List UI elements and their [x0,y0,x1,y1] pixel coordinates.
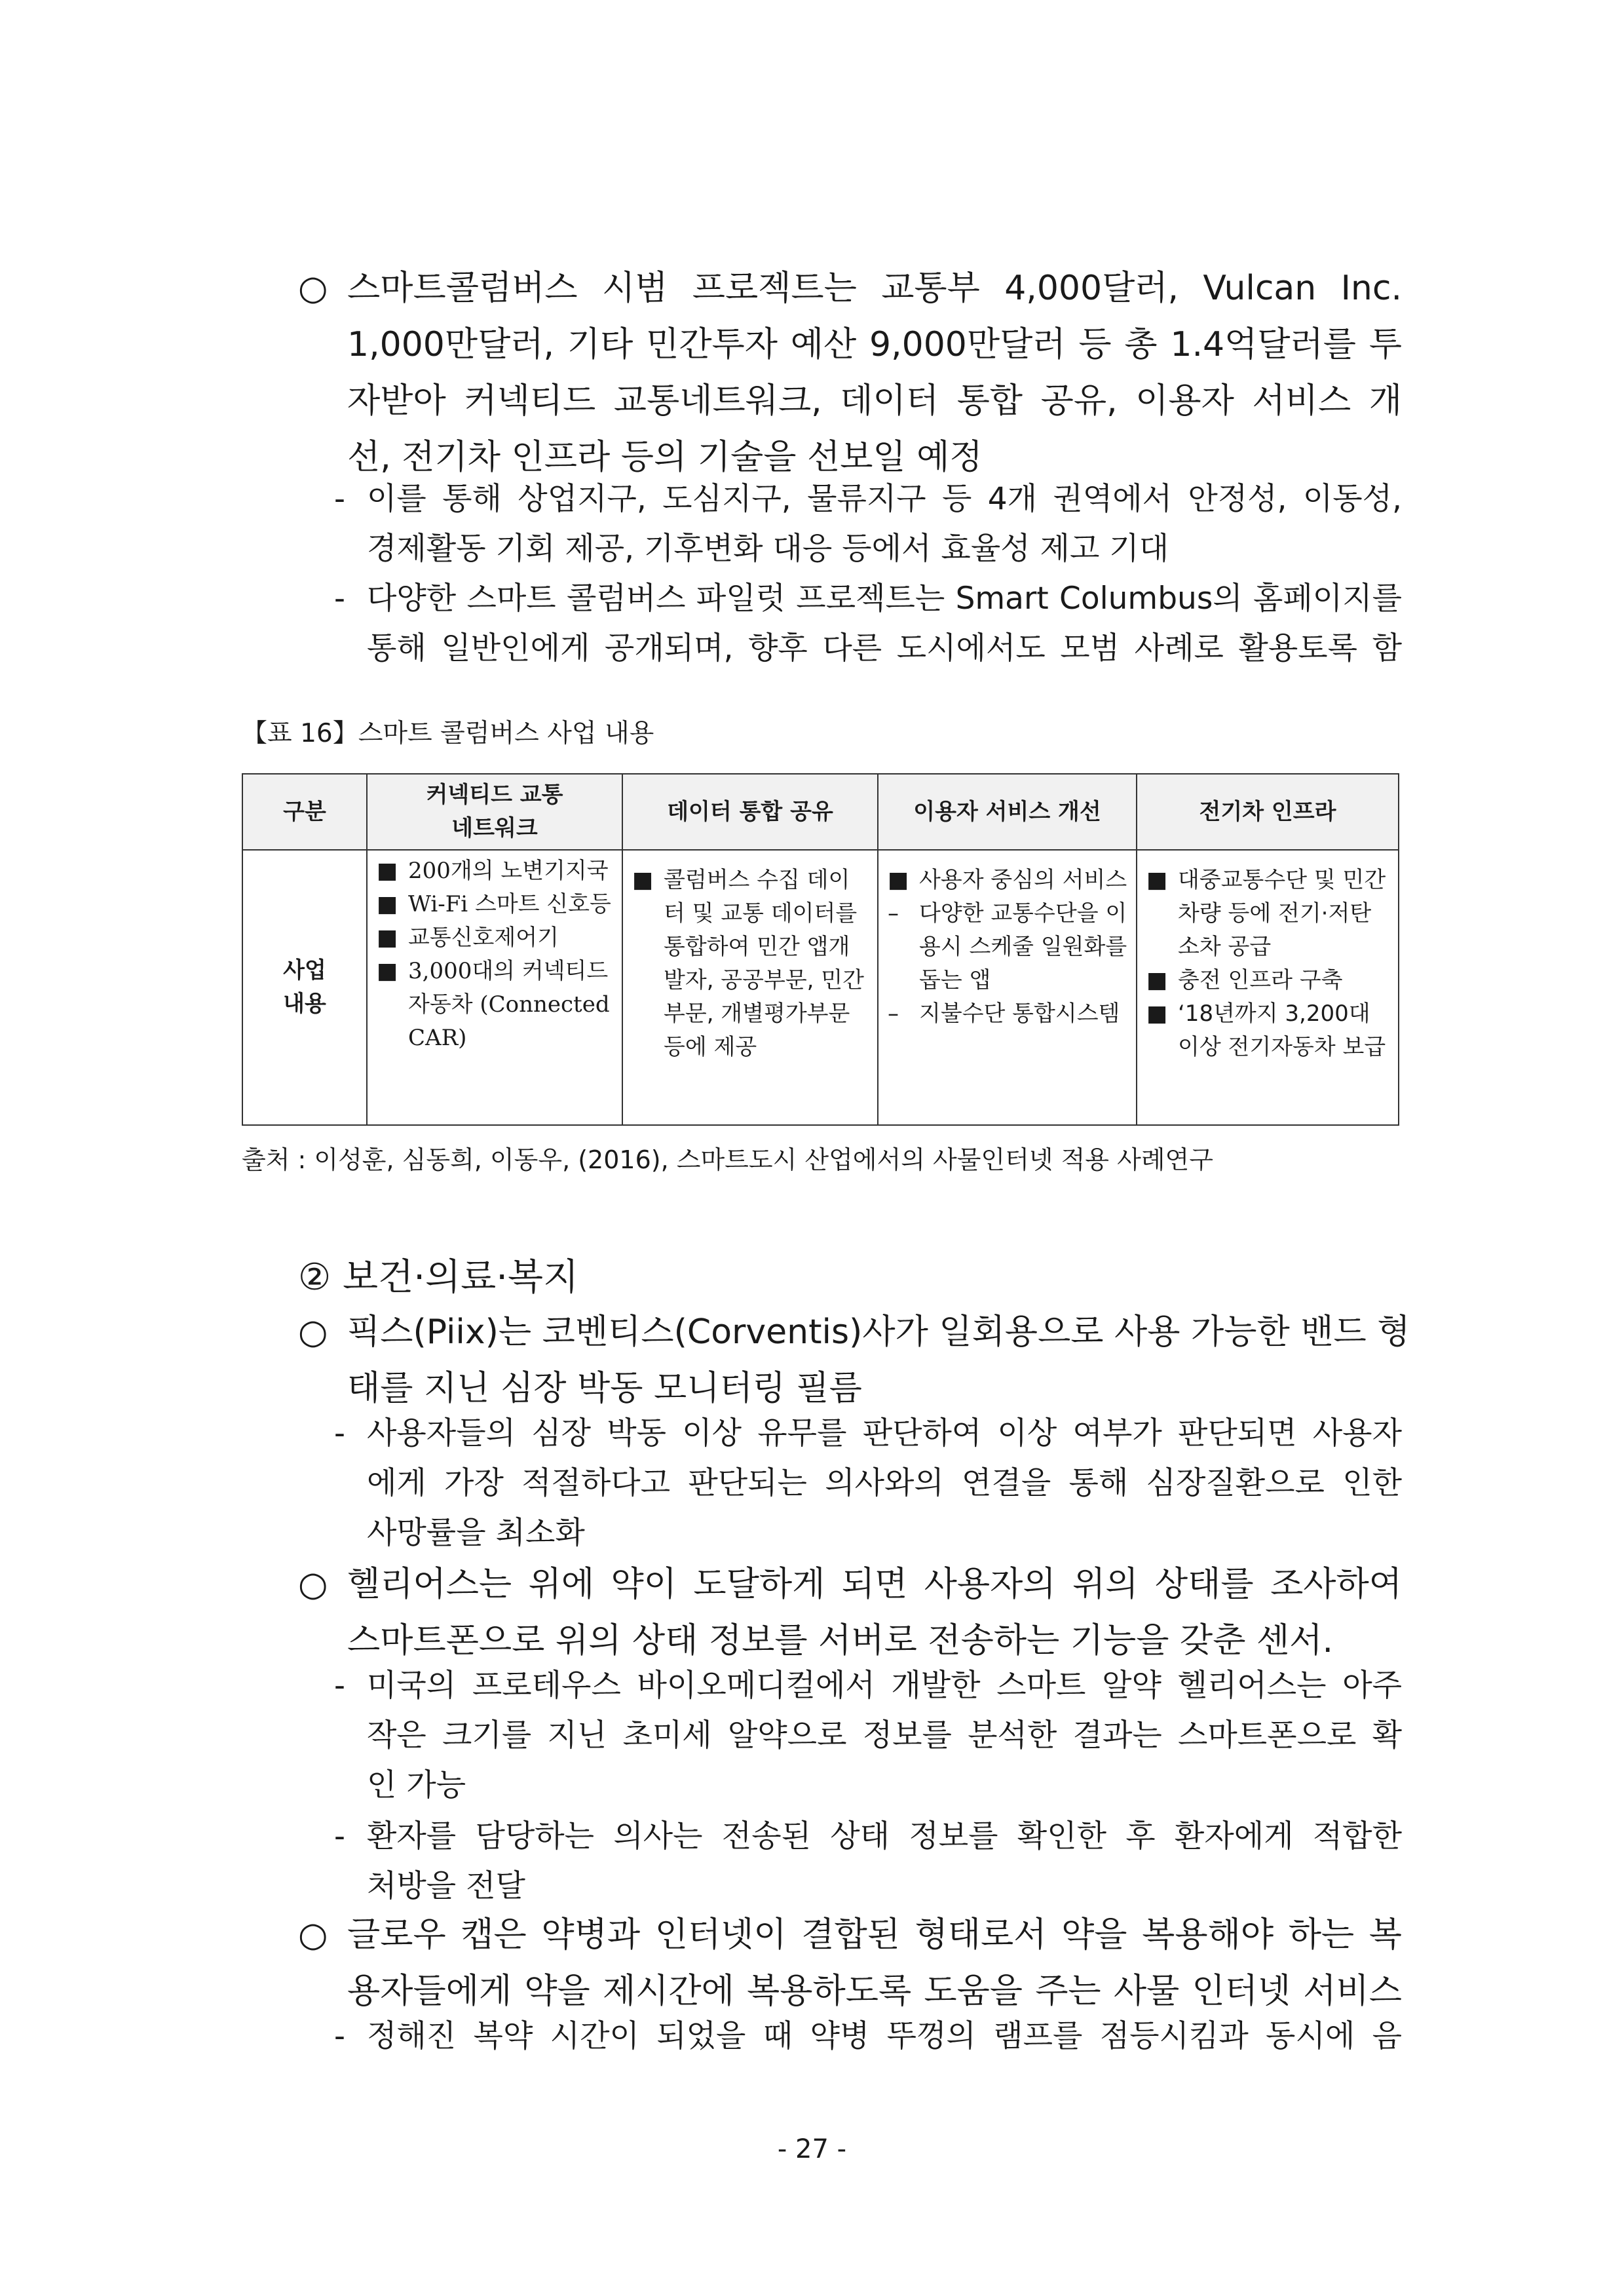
text-line: 작은 크기를 지닌 초미세 알약으로 정보를 분석한 결과는 스마트폰으로 확 [367,1717,1402,1753]
paragraph-smart-columbus [347,260,1402,486]
paragraph-dash-effects [367,474,1402,574]
dash-mark: - [334,1668,345,1704]
text-line: 자받아 커넥티드 교통네트워크, 데이터 통합 공유, 이용자 서비스 개 [347,381,1402,421]
list-item: ■ 콜럼버스 수집 데이터 및 교통 데이터를 통합하여 민간 앱개발자, 공공부문, 민간부문, 개별평가부문 등에 제공 [632,867,864,1060]
bullet-mark: ○ [298,269,328,308]
dash-mark: - [334,1818,345,1854]
text-line: 에게 가장 적절하다고 판단되는 의사와의 연결을 통해 심장질환으로 인한 [367,1465,1402,1501]
cell-ev-infra [1137,850,1399,1125]
list-item: ■ 교통신호제어기 [377,925,559,951]
list-item: ■ 200개의 노변기지국 [377,858,609,884]
table-header-row [242,774,1399,850]
text-line: 사용자들의 심장 박동 이상 유무를 판단하여 이상 여부가 판단되면 사용자 [367,1415,1402,1451]
text-line: 통해 일반인에게 공개되며, 향후 다른 도시에서도 모범 사례로 활용토록 함 [367,630,1402,666]
header-ev-infra: 전기차 인프라 [1137,774,1399,850]
paragraph-dash-helius-2 [367,1812,1402,1911]
text-line: 환자를 담당하는 의사는 전송된 상태 정보를 확인한 후 환자에게 적합한 [367,1818,1402,1854]
text-line: 선, 전기차 인프라 등의 기술을 선보일 예정 [347,438,983,477]
header-user-service: 이용자 서비스 개선 [878,774,1137,850]
paragraph-dash-helius-1 [367,1661,1402,1810]
dash-mark: - [334,481,345,517]
list-item: ■ 사용자 중심의 서비스 [888,867,1127,893]
smart-columbus-table [242,773,1399,1126]
text-line: 경제활동 기회 제공, 기후변화 대응 등에서 효율성 제고 기대 [367,531,1169,567]
list-item: ■ ‘18년까지 3,200대 이상 전기자동차 보급 [1146,1001,1386,1060]
text-line: 용자들에게 약을 제시간에 복용하도록 도움을 주는 사물 인터넷 서비스 [347,1972,1402,2011]
text-line: 글로우 캡은 약병과 인터넷이 결합된 형태로서 약을 복용해야 하는 복 [347,1915,1402,1955]
text-line: 미국의 프로테우스 바이오메디컬에서 개발한 스마트 알약 헬리어스는 아주 [367,1668,1402,1704]
paragraph-dash-glowcap [367,2012,1402,2061]
text-line: 태를 지닌 심장 박동 모니터링 필름 [347,1369,862,1408]
text-line: 픽스(Piix)는 코벤티스(Corventis)사가 일회용으로 사용 가능한 밴드 형 [347,1312,1410,1352]
cell-data-sharing [622,850,878,1125]
text-line: 이를 통해 상업지구, 도심지구, 물류지구 등 4개 권역에서 안정성, 이동성, [367,481,1402,517]
dash-mark: - [334,1415,345,1451]
dash-mark: - [334,581,345,617]
text-line: 인 가능 [367,1767,466,1803]
list-item: ■ Wi-Fi 스마트 신호등 [377,891,611,917]
header-data-sharing: 데이터 통합 공유 [622,774,878,850]
text-line: 사망률을 최소화 [367,1515,585,1551]
table-row [242,850,1399,1125]
text-line: 정해진 복약 시간이 되었을 때 약병 뚜껑의 램프를 점등시킴과 동시에 음 [367,2018,1402,2054]
text-line: 다양한 스마트 콜럼버스 파일럿 프로젝트는 Smart Columbus의 홈페이지를 [367,581,1402,617]
dash-mark: - [334,2018,345,2054]
paragraph-piix [347,1304,1410,1417]
table-caption: 【표 16】스마트 콜럼버스 사업 내용 [242,719,654,748]
text-line: 처방을 전달 [367,1868,525,1904]
table-source: 출처 : 이성훈, 심동희, 이동우, (2016), 스마트도시 산업에서의 사물인터넷 적용 사례연구 [242,1145,1213,1174]
header-connected-network: 커넥티드 교통 네트워크 [367,774,622,850]
list-item: – 지불수단 통합시스템 [888,1001,1120,1027]
paragraph-glowcap [347,1907,1402,2019]
text-line: 스마트콜럼버스 시범 프로젝트는 교통부 4,000달러, Vulcan Inc. [347,269,1402,308]
section-title: ② 보건·의료·복지 [298,1256,579,1299]
list-item: – 다양한 교통수단을 이용시 스케줄 일원화를 돕는 앱 [888,900,1127,993]
paragraph-dash-pilot [367,574,1402,674]
paragraph-helius [347,1556,1402,1669]
row-label: 사업 내용 [242,850,367,1125]
bullet-mark: ○ [298,1312,328,1352]
bullet-mark: ○ [298,1915,328,1955]
list-item: ■ 3,000대의 커넥티드자동차 (Connected CAR) [377,958,610,1051]
header-category: 구분 [242,774,367,850]
text-line: 1,000만달러, 기타 민간투자 예산 9,000만달러 등 총 1.4억달러를 투 [347,325,1402,364]
text-line: 헬리어스는 위에 약이 도달하게 되면 사용자의 위의 상태를 조사하여 [347,1565,1402,1604]
list-item: ■ 충전 인프라 구축 [1146,967,1343,993]
paragraph-dash-piix [367,1409,1402,1558]
bullet-mark: ○ [298,1565,328,1604]
cell-user-service [878,850,1137,1125]
text-line: 스마트폰으로 위의 상태 정보를 서버로 전송하는 기능을 갖춘 센서. [347,1621,1334,1660]
list-item: ■ 대중교통수단 및 민간차량 등에 전기·저탄소차 공급 [1146,867,1386,960]
page-number: - 27 - [777,2134,847,2164]
cell-connected-network [367,850,622,1125]
